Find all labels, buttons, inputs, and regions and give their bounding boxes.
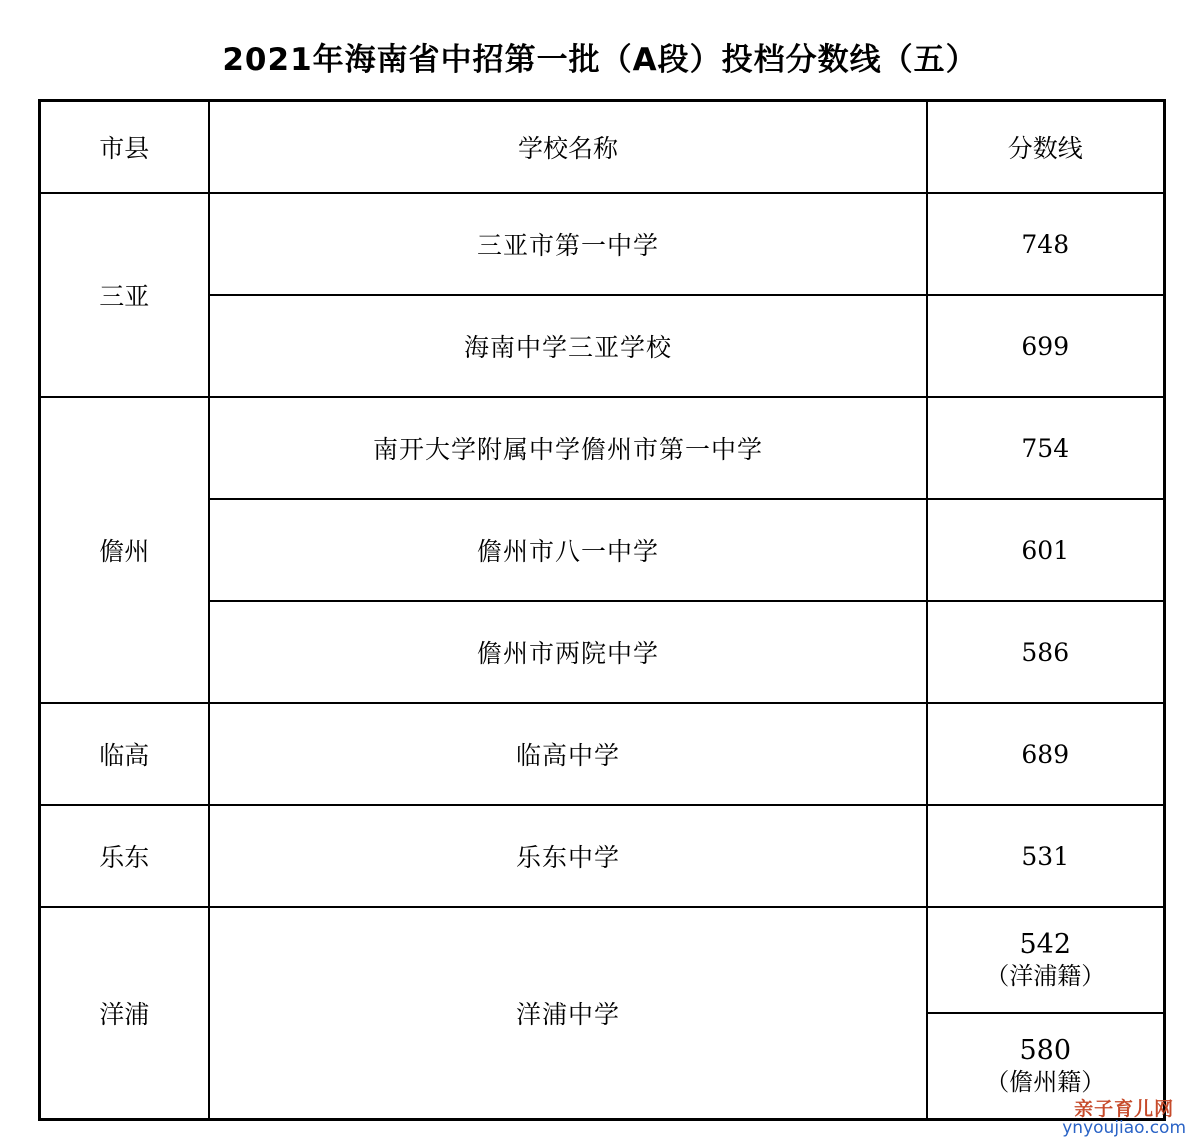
school-cell: 洋浦中学 xyxy=(209,907,927,1120)
table-row xyxy=(39,805,1164,907)
score-table-container xyxy=(38,99,1163,1121)
score-cell: 699 xyxy=(927,295,1164,397)
score-cell-split xyxy=(927,907,1164,1120)
column-header-school: 学校名称 xyxy=(209,101,927,194)
school-cell: 临高中学 xyxy=(209,703,927,805)
site-watermark xyxy=(1062,1100,1186,1138)
score-cell: 531 xyxy=(927,805,1164,907)
school-cell: 乐东中学 xyxy=(209,805,927,907)
page-title: 2021年海南省中招第一批（A段）投档分数线（五） xyxy=(222,42,978,78)
score-cell: 601 xyxy=(927,499,1164,601)
watermark-site-url: ynyoujiao.com xyxy=(1062,1118,1186,1139)
score-part xyxy=(928,908,1163,1014)
table-row xyxy=(39,193,1164,295)
city-cell-yangpu: 洋浦 xyxy=(39,907,209,1120)
score-cell: 754 xyxy=(927,397,1164,499)
city-cell-sanya: 三亚 xyxy=(39,193,209,397)
admission-score-table xyxy=(38,99,1166,1121)
score-number: 580 xyxy=(1019,1034,1072,1066)
watermark-site-name: 亲子育儿网 xyxy=(1074,1098,1175,1121)
score-cell: 689 xyxy=(927,703,1164,805)
school-cell: 儋州市两院中学 xyxy=(209,601,927,703)
city-cell-ledong: 乐东 xyxy=(39,805,209,907)
column-header-score: 分数线 xyxy=(927,101,1164,194)
city-cell-lingao: 临高 xyxy=(39,703,209,805)
school-cell: 南开大学附属中学儋州市第一中学 xyxy=(209,397,927,499)
school-cell: 儋州市八一中学 xyxy=(209,499,927,601)
table-header-row xyxy=(39,101,1164,194)
score-note: （洋浦籍） xyxy=(985,961,1106,990)
score-cell: 748 xyxy=(927,193,1164,295)
score-cell: 586 xyxy=(927,601,1164,703)
table-row xyxy=(39,397,1164,499)
school-cell: 三亚市第一中学 xyxy=(209,193,927,295)
table-row xyxy=(39,907,1164,1120)
city-cell-danzhou: 儋州 xyxy=(39,397,209,703)
table-row xyxy=(39,703,1164,805)
school-cell: 海南中学三亚学校 xyxy=(209,295,927,397)
column-header-city: 市县 xyxy=(39,101,209,194)
score-note: （儋州籍） xyxy=(985,1067,1106,1096)
score-number: 542 xyxy=(1019,928,1072,960)
